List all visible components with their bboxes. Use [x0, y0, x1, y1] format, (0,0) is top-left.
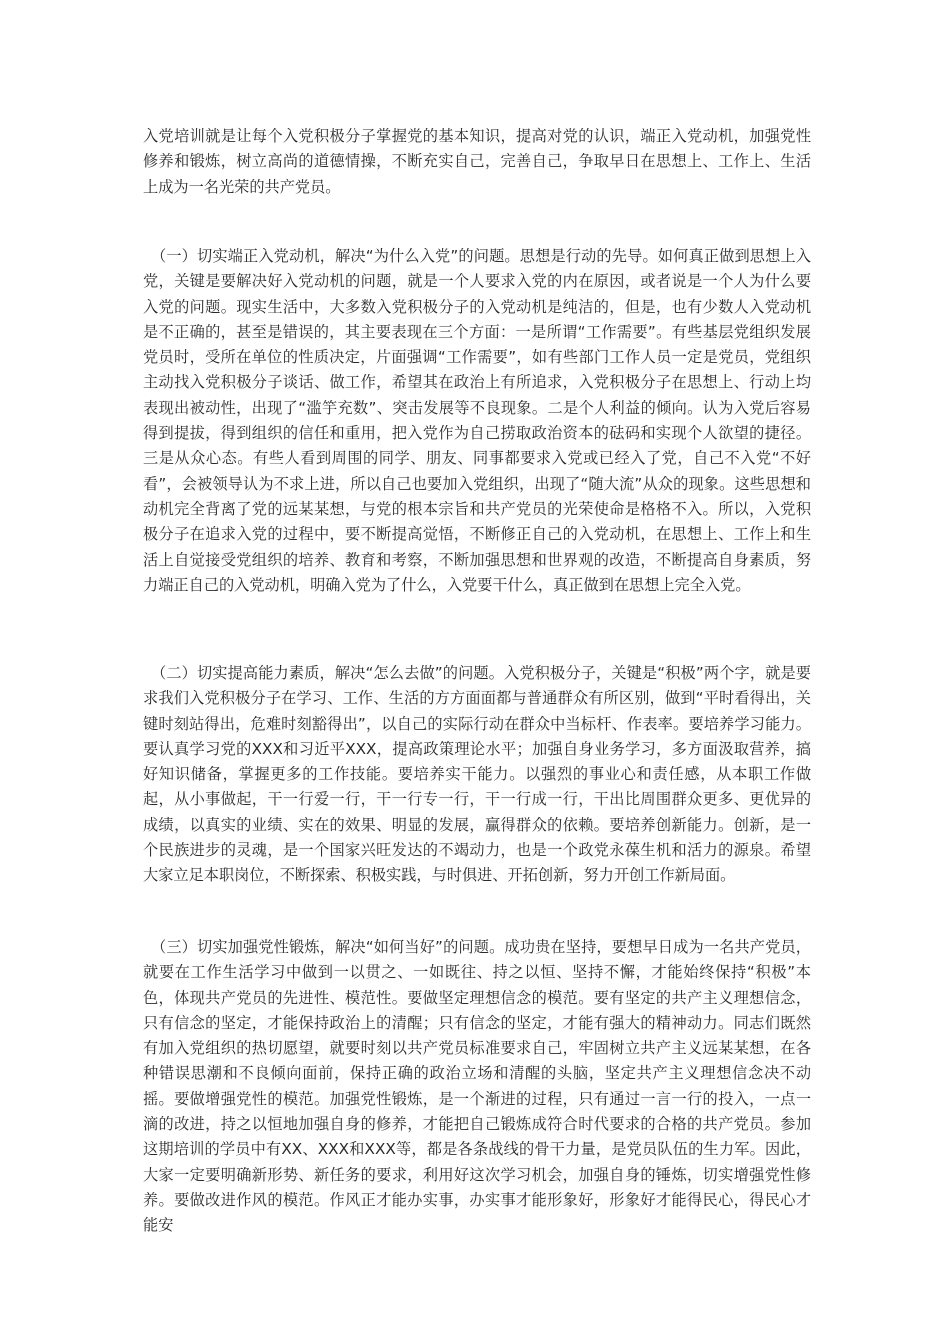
section-3-paragraph: （三）切实加强党性锻炼，解决“如何当好”的问题。成功贵在坚持，要想早日成为一名共产党员，就要在工作生活学习中做到一以贯之、一如既往、持之以恒、坚持不懈，才能始终保持“积极”本色，体现共产党员的先进性、模范性。要做坚定理想信念的模范。要有坚定的共产主义理想信念，只有信念的坚定，才能保持政治上的清醒；只有信念的坚定，才能有强大的精神动力。同志们既然有加入党组织的热切愿望，就要时刻以共产党员标准要求自己，牢固树立共产主义远某某想，在各种错误思潮和不良倾向面前，保持正确的政治立场和清醒的头脑，坚定共产主义理想信念决不动摇。要做增强党性的模范。加强党性锻炼，是一个渐进的过程，只有通过一言一行的投入，一点一滴的改进，持之以恒地加强自身的修养，才能把自己锻炼成符合时代要求的合格的共产党员。参加这期培训的学员中有XX、XXX和XXX等，都是各条战线的骨干力量，是党员队伍的生力军。因此，大家一定要明确新形势、新任务的要求，利用好这次学习机会，加强自身的锤炼，切实增强党性修养。要做改进作风的模范。作风正才能办实事，办实事才能形象好，形象好才能得民心，得民心才能安 [143, 938, 811, 1235]
section-1-paragraph: （一）切实端正入党动机，解决“为什么入党”的问题。思想是行动的先导。如何真正做到思想上入党，关键是要解决好入党动机的问题，就是一个人要求入党的内在原因，或者说是一个人为什么要入党的问题。现实生活中，大多数入党积极分子的入党动机是纯洁的，但是，也有少数人入党动机是不正确的，甚至是错误的，其主要表现在三个方面：一是所谓“工作需要”。有些基层党组织发展党员时，受所在单位的性质决定，片面强调“工作需要”，如有些部门工作人员一定是党员，党组织主动找入党积极分子谈话、做工作，希望其在政治上有所追求，入党积极分子在思想上、行动上均表现出被动性，出现了“滥竽充数”、突击发展等不良现象。二是个人利益的倾向。认为入党后容易得到提拔，得到组织的信任和重用，把入党作为自己捞取政治资本的砝码和实现个人欲望的捷径。三是从众心态。有些人看到周围的同学、朋友、同事都要求入党或已经入了党，自己不入党“不好看”，会被领导认为不求上进，所以自己也要加入党组织，出现了“随大流”从众的现象。这些思想和动机完全背离了党的远某某想，与党的根本宗旨和共产党员的光荣使命是格格不入。所以，入党积极分子在追求入党的过程中，要不断提高觉悟，不断修正自己的入党动机，在思想上、工作上和生活上自觉接受党组织的培养、教育和考察，不断加强思想和世界观的改造，不断提高自身素质，努力端正自己的入党动机，明确入党为了什么，入党要干什么，真正做到在思想上完全入党。 [143, 247, 811, 594]
section-2-paragraph: （二）切实提高能力素质，解决“怎么去做”的问题。入党积极分子，关键是“积极”两个字，就是要求我们入党积极分子在学习、工作、生活的方方面面都与普通群众有所区别，做到“平时看得出，关键时刻站得出，危难时刻豁得出”，以自己的实际行动在群众中当标杆、作表率。要培养学习能力。要认真学习党的XXX和习近平XXX，提高政策理论水平；加强自身业务学习，多方面汲取营养，搞好知识储备，掌握更多的工作技能。要培养实干能力。以强烈的事业心和责任感，从本职工作做起，从小事做起，干一行爱一行，干一行专一行，干一行成一行，干出比周围群众更多、更优异的成绩，以真实的业绩、实在的效果、明显的发展，赢得群众的依赖。要培养创新能力。创新，是一个民族进步的灵魂，是一个国家兴旺发达的不竭动力，也是一个政党永葆生机和活力的源泉。希望大家立足本职岗位，不断探索、积极实践，与时俱进、开拓创新，努力开创工作新局面。 [143, 664, 811, 885]
intro-paragraph: 入党培训就是让每个入党积极分子掌握党的基本知识，提高对党的认识，端正入党动机，加强党性修养和锻炼，树立高尚的道德情操，不断充实自己，完善自己，争取早日在思想上、工作上、生活上成为一名光荣的共产党员。 [143, 127, 811, 196]
